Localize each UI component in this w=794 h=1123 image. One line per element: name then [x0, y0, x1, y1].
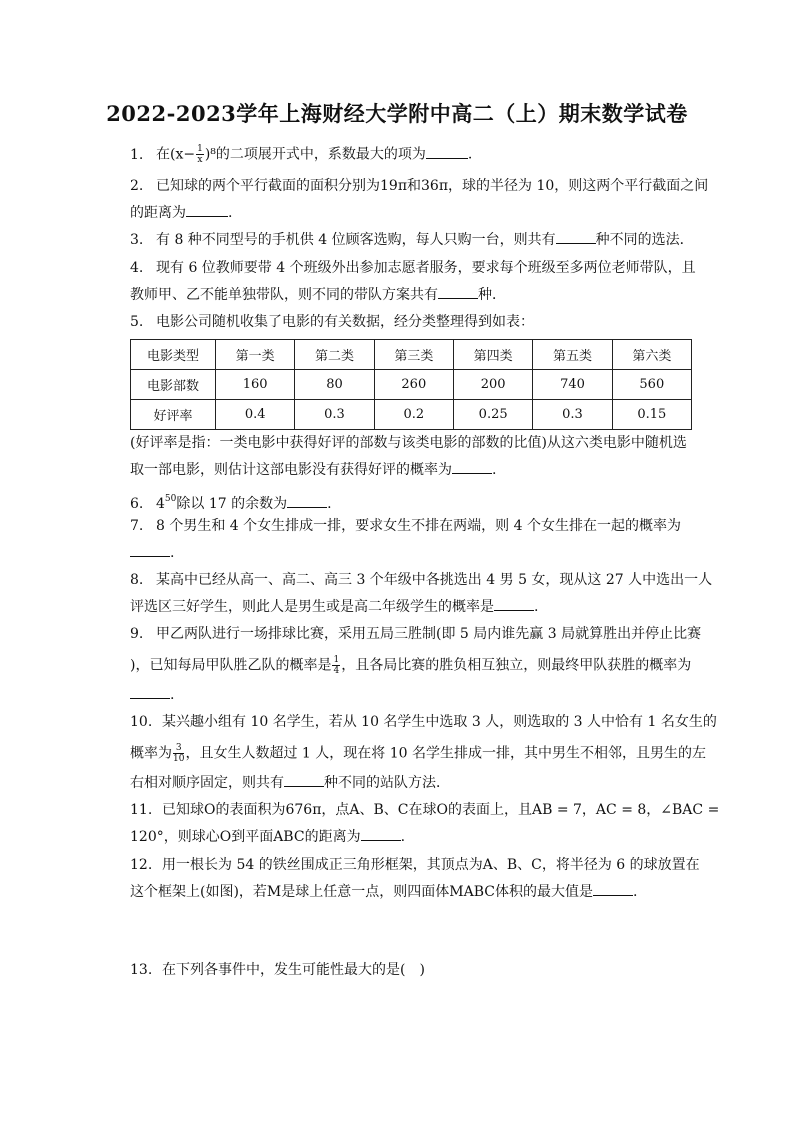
table-cell: 0.3 [295, 400, 374, 430]
question-5: 5. 电影公司随机收集了电影的有关数据，经分类整理得到如表： [130, 314, 534, 330]
table-cell: 260 [374, 370, 453, 400]
question-number: 1. [130, 146, 144, 163]
table-cell: 第六类 [612, 340, 691, 370]
question-number: 2. [130, 178, 144, 194]
movie-data-table [130, 339, 692, 430]
question-2-line-2: 的距离为 . [130, 205, 233, 221]
fraction: $\frac{3}{10}$ [173, 743, 185, 764]
question-7-line-2: . [130, 544, 174, 562]
question-number: 6. [130, 496, 144, 512]
answer-blank[interactable] [494, 598, 534, 611]
table-row [131, 340, 692, 370]
table-cell: 第二类 [295, 340, 374, 370]
table-cell: 560 [612, 370, 691, 400]
question-13: 13. 在下列各事件中，发生可能性最大的是( ) [130, 962, 425, 978]
table-cell: 好评率 [131, 400, 216, 430]
question-4: 4. 现有 6 位教师要带 4 个班级外出参加志愿者服务，要求每个班级至多两位老师带队，且 [130, 260, 696, 276]
question-2: 2. 已知球的两个平行截面的面积分别为19π和36π，球的半径为 10，则这两个平行截面之间 [130, 178, 709, 194]
question-number: 9. [130, 626, 144, 642]
table-cell: 0.4 [216, 400, 295, 430]
question-9-line-3: . [130, 686, 174, 704]
question-10: 10. 某兴趣小组有 10 名学生，若从 10 名学生中选取 3 人，则选取的 3 人中恰有 1 名女生的 [130, 714, 717, 730]
table-cell: 第五类 [533, 340, 612, 370]
table-cell: 740 [533, 370, 612, 400]
question-11: 11. 已知球O的表面积为676π，点A、B、C在球O的表面上，且AB = 7，AC = 8，∠BAC = [130, 802, 720, 818]
question-6: 6. $4^{50}$除以 17 的余数为 . [130, 494, 332, 512]
question-12: 12. 用一根长为 54 的铁丝围成正三角形框架，其顶点为A、B、C，将半径为 6 的球放置在 [130, 857, 700, 873]
question-3: 3. 有 8 种不同型号的手机供 4 位顾客选购，每人只购一台，则共有 种不同的选法． [130, 232, 694, 248]
table-cell: 电影部数 [131, 370, 216, 400]
question-1: 1. 在(x− $\frac{1}{x}$ )⁸的二项展开式中，系数最大的项为 . [130, 144, 473, 165]
answer-blank[interactable] [556, 231, 596, 244]
question-9-line-2: )，已知每局甲队胜乙队的概率是 $\frac{1}{4}$ ，且各局比赛的胜负相互独立，则最终甲队获胜的概率为 [130, 655, 692, 676]
question-number: 7. [130, 518, 144, 534]
table-cell: 0.3 [533, 400, 612, 430]
question-10-line-2: 概率为 $\frac{3}{10}$ ，且女生人数超过 1 人，现在将 10 名学生排成一排，其中男生不相邻，且男生的左 [130, 743, 706, 764]
question-7: 7. 8 个男生和 4 个女生排成一排，要求女生不排在两端，则 4 个女生排在一起的概率为 [130, 518, 681, 534]
question-10-line-3: 右相对顺序固定，则共有 种不同的站队方法． [130, 775, 450, 791]
table-cell: 第四类 [453, 340, 532, 370]
table-row [131, 400, 692, 430]
question-9: 9. 甲乙两队进行一场排球比赛，采用五局三胜制(即 5 局内谁先赢 3 局就算胜出并停止比赛 [130, 626, 702, 642]
question-5-line-3: 取一部电影，则估计这部电影没有获得好评的概率为 . [130, 462, 497, 478]
question-number: 5. [130, 314, 144, 330]
answer-blank[interactable] [452, 461, 492, 474]
table-row [131, 370, 692, 400]
answer-blank[interactable] [284, 774, 324, 787]
table-cell: 0.25 [453, 400, 532, 430]
question-number: 11. [130, 802, 153, 818]
question-8-line-2: 评选区三好学生，则此人是男生或是高二年级学生的概率是 . [130, 599, 539, 615]
question-5-line-2: (好评率是指：一类电影中获得好评的部数与该类电影的部数的比值)从这六类电影中随机选 [130, 435, 687, 451]
answer-blank[interactable] [186, 204, 228, 217]
question-number: 4. [130, 260, 144, 276]
table-cell: 200 [453, 370, 532, 400]
table-cell: 0.2 [374, 400, 453, 430]
answer-blank[interactable] [593, 883, 633, 896]
answer-blank[interactable] [426, 146, 468, 159]
table-cell: 第一类 [216, 340, 295, 370]
answer-blank[interactable] [438, 286, 478, 299]
answer-blank[interactable] [130, 686, 170, 699]
question-8: 8. 某高中已经从高一、高二、高三 3 个年级中各挑选出 4 男 5 女，现从这 27 人中选出一人 [130, 572, 713, 588]
question-number: 10. [130, 714, 153, 730]
question-11-line-2: 120°，则球心O到平面ABC的距离为 . [130, 829, 406, 845]
answer-blank[interactable] [361, 828, 401, 841]
table-cell: 第三类 [374, 340, 453, 370]
table-cell: 电影类型 [131, 340, 216, 370]
question-number: 13. [130, 962, 153, 978]
answer-blank[interactable] [130, 544, 170, 557]
question-12-line-2: 这个框架上(如图)，若M是球上任意一点，则四面体MABC体积的最大值是 . [130, 884, 638, 900]
answer-blank[interactable] [287, 495, 327, 508]
table-cell: 80 [295, 370, 374, 400]
question-number: 8. [130, 572, 144, 588]
table-cell: 160 [216, 370, 295, 400]
page-title: 2022-2023学年上海财经大学附中高二（上）期末数学试卷 [106, 101, 688, 126]
question-number: 12. [130, 857, 153, 873]
question-4-line-2: 教师甲、乙不能单独带队，则不同的带队方案共有 种． [130, 287, 506, 303]
question-number: 3. [130, 232, 144, 248]
fraction: $\frac{1}{4}$ [333, 655, 340, 676]
table-cell: 0.15 [612, 400, 691, 430]
fraction: $\frac{1}{x}$ [197, 144, 203, 165]
